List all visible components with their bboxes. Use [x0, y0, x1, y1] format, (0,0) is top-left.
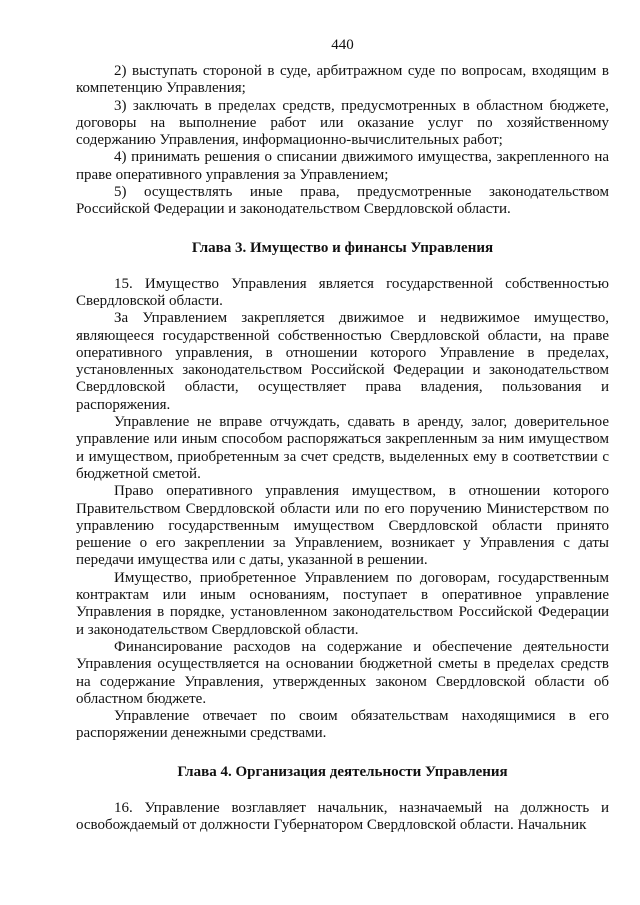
chapter-3-paragraph: За Управлением закрепляется движимое и недвижимое имущество, являющееся государственной собственностью Свердловской области, на праве оперативного управления, в отношении которого Управление в пределах, установленных законодательством Российской Федерации и законодательством Свердловской области, осуществляет права владения, пользования и распоряжения.	[76, 310, 609, 413]
chapter-4-paragraph-16: 16. Управление возглавляет начальник, назначаемый на должность и освобождаемый от должности Губернатором Свердловской области. Начальник	[76, 799, 609, 833]
chapter-3-paragraph: Управление отвечает по своим обязательствам находящимися в его распоряжении денежными средствами.	[76, 708, 609, 742]
chapter-3-paragraph: Имущество, приобретенное Управлением по договорам, государственным контрактам или иным основаниям, поступает в оперативное управление Управления в порядке, установленном законодательством Российской Федерации и законодательством Свердловской области.	[76, 569, 609, 638]
chapter-3-heading: Глава 3. Имущество и финансы Управления	[191, 239, 494, 256]
chapter-4-heading: Глава 4. Организация деятельности Управления	[177, 763, 508, 780]
chapter-3-paragraph: Управление не вправе отчуждать, сдавать в аренду, залог, доверительное управление или иным способом распоряжаться закрепленным за ним имуществом и имуществом, приобретенным за счет средств, выделенных ему в соответствии с бюджетной сметой.	[76, 414, 609, 482]
paragraph-item-4: 4) принимать решения о списании движимого имущества, закрепленного на праве оперативного управления за Управлением;	[76, 149, 609, 183]
document-page	[76, 36, 609, 834]
paragraph-item-3: 3) заключать в пределах средств, предусмотренных в областном бюджете, договоры на выполнение работ или оказание услуг по хозяйственному содержанию Управления, информационно-вычислительных работ;	[76, 97, 609, 149]
chapter-3-paragraph: Право оперативного управления имуществом, в отношении которого Правительством Свердловской области или по его поручению Министерством по управлению государственным имуществом Свердловской области принято решение о его закреплении за Управлением, возникает у Управления с даты передачи имущества или с даты, указанной в решении.	[76, 483, 609, 569]
page-number: 440	[331, 37, 354, 53]
chapter-3-paragraph: Финансирование расходов на содержание и обеспечение деятельности Управления осуществляется на основании бюджетной сметы в пределах средств на содержание Управления, утвержденных законом Свердловской области об областном бюджете.	[76, 638, 609, 707]
paragraph-item-5: 5) осуществлять иные права, предусмотренные законодательством Российской Федерации и законодательством Свердловской области.	[76, 184, 609, 218]
chapter-3-paragraph-15: 15. Имущество Управления является государственной собственностью Свердловской области.	[76, 275, 609, 309]
paragraph-item-2: 2) выступать стороной в суде, арбитражном суде по вопросам, входящим в компетенцию Управления;	[76, 63, 609, 97]
